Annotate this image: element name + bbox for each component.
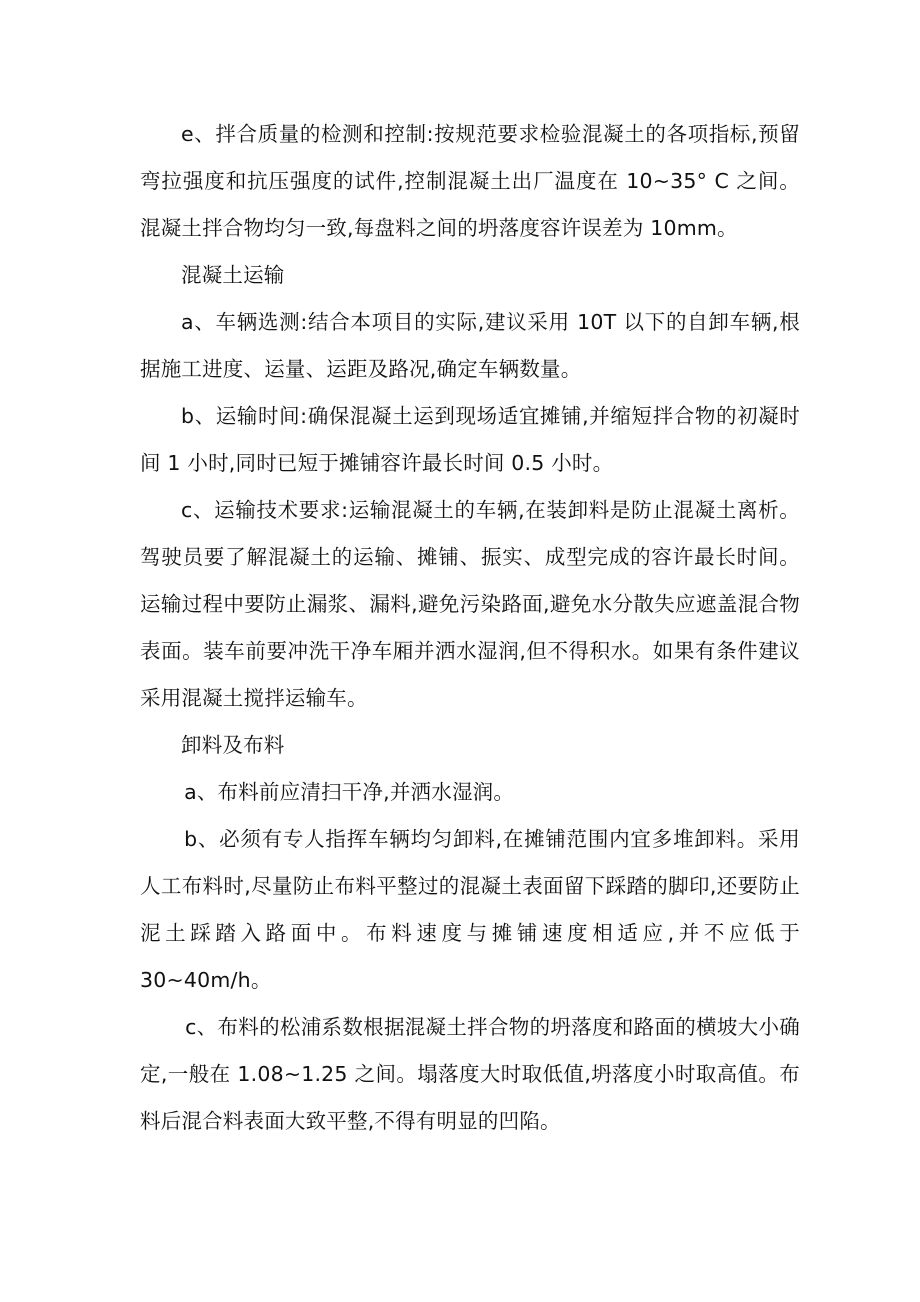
paragraph-transport-requirements: c、运输技术要求:运输混凝土的车辆,在装卸料是防止混凝土离析。驾驶员要了解混凝土的运输、摊铺、振实、成型完成的容许最长时间。运输过程中要防止漏浆、漏料,避免污染路面,避免水分散失应遮盖混合物表面。装车前要冲洗干净车厢并洒水湿润,但不得积水。如果有条件建议采用混凝土搅拌运输车。 (140, 498, 800, 710)
section-heading-concrete-transport: 混凝土运输 (181, 263, 285, 287)
paragraph-vehicle-selection: a、车辆选测:结合本项目的实际,建议采用 10T 以下的自卸车辆,根据施工进度、运量、运距及路况,确定车辆数量。 (140, 310, 800, 381)
paragraph-transport-time: b、运输时间:确保混凝土运到现场适宜摊铺,并缩短拌合物的初凝时间 1 小时,同时已短于摊铺容许最长时间 0.5 小时。 (140, 404, 800, 475)
paragraph-cleaning: a、布料前应清扫干净,并洒水湿润。 (184, 780, 515, 804)
document-body (140, 111, 800, 1145)
paragraph-unloading-direction: b、必须有专人指挥车辆均匀卸料,在摊铺范围内宜多堆卸料。采用人工布料时,尽量防止布料平整过的混凝土表面留下踩踏的脚印,还要防止泥土踩踏入路面中。布料速度与摊铺速度相适应,并不应低于 30~40m/h。 (140, 827, 800, 992)
section-heading-unloading: 卸料及布料 (181, 733, 285, 757)
paragraph-mixing-quality: e、拌合质量的检测和控制:按规范要求检验混凝土的各项指标,预留弯拉强度和抗压强度的试件,控制混凝土出厂温度在 10~35° C 之间。混凝土拌合物均匀一致,每盘料之间的坍落度容许误差为 10mm。 (140, 122, 800, 240)
paragraph-loose-coefficient: c、布料的松浦系数根据混凝土拌合物的坍落度和路面的横坡大小确定,一般在 1.08~1.25 之间。塌落度大时取低值,坍落度小时取高值。布料后混合料表面大致平整,不得有明显的凹陷。 (140, 1015, 800, 1133)
